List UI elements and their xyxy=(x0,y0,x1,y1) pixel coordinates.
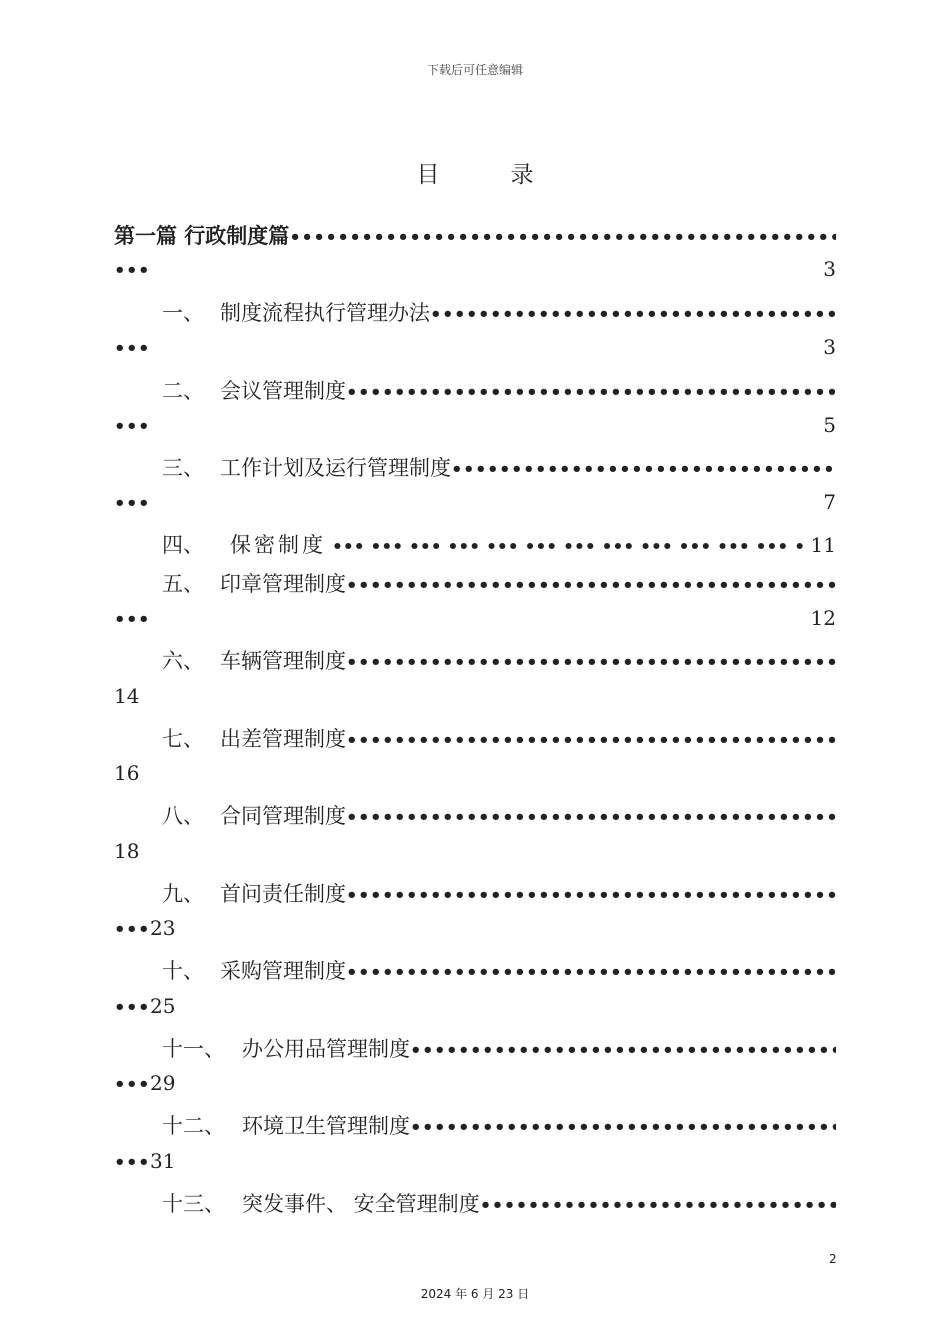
toc-title: 目 录 xyxy=(416,162,558,188)
toc-page-number: 5 xyxy=(823,413,836,437)
toc-item-label: 出差管理制度 xyxy=(220,727,346,751)
page-header: 下载后可任意编辑 xyxy=(426,63,523,77)
leader-dots xyxy=(410,1040,836,1061)
leader-dots: ••• xyxy=(114,260,151,281)
leader-dots xyxy=(430,304,836,325)
toc-continuation xyxy=(114,994,836,1024)
toc-item-label: 办公用品管理制度 xyxy=(242,1037,410,1061)
toc-item[interactable] xyxy=(162,723,836,753)
toc-page-number: 18 xyxy=(114,839,140,863)
leader-dots: ••• xyxy=(114,609,151,630)
leader-dots xyxy=(410,1117,836,1138)
toc-item-label: 印章管理制度 xyxy=(220,572,346,596)
toc-item[interactable] xyxy=(162,645,836,675)
toc-continuation xyxy=(114,1149,836,1179)
toc-item-number: 十二、 xyxy=(162,1114,225,1138)
toc-item-number: 九、 xyxy=(162,882,204,906)
toc-item-label: 合同管理制度 xyxy=(220,804,346,828)
leader-dots xyxy=(346,885,836,906)
toc-item[interactable] xyxy=(162,297,836,327)
toc-continuation xyxy=(114,761,836,791)
page-number: 2 xyxy=(829,1252,837,1266)
leader-dots xyxy=(289,227,836,248)
toc-page-number: 25 xyxy=(150,994,176,1018)
toc-page-number: 3 xyxy=(823,335,836,359)
toc-item-label: 会议管理制度 xyxy=(220,379,346,403)
toc-item-label: 突发事件、 安全管理制度 xyxy=(242,1192,480,1216)
leader-dots: ••• xyxy=(114,338,151,359)
toc-item-number: 十一、 xyxy=(162,1037,225,1061)
leader-dots xyxy=(346,730,836,751)
toc-continuation xyxy=(114,606,836,636)
toc-continuation xyxy=(114,335,836,365)
toc-item[interactable] xyxy=(162,955,836,985)
toc-item[interactable] xyxy=(162,568,836,598)
leader-dots: ••• xyxy=(114,919,151,940)
toc-item[interactable] xyxy=(162,878,836,908)
toc-continuation xyxy=(114,490,836,520)
toc-item[interactable] xyxy=(162,1110,836,1140)
toc-item-number: 五、 xyxy=(162,572,204,596)
toc-item[interactable] xyxy=(162,375,836,405)
toc-item[interactable] xyxy=(162,452,836,482)
toc-item-label: 工作计划及运行管理制度 xyxy=(220,456,451,480)
toc-item[interactable] xyxy=(162,1188,836,1218)
toc-item-number: 七、 xyxy=(162,727,204,751)
toc-part-label: 第一篇 行政制度篇 xyxy=(114,224,290,248)
leader-dots xyxy=(346,575,836,596)
toc-item-label: 制度流程执行管理办法 xyxy=(220,301,430,325)
toc-item-number: 十三、 xyxy=(162,1192,225,1216)
toc-item-label: 车辆管理制度 xyxy=(220,649,346,673)
toc-item-number: 六、 xyxy=(162,649,204,673)
toc-page-number: 29 xyxy=(150,1071,176,1095)
toc-page-number: 16 xyxy=(114,761,140,785)
toc-page-number: 23 xyxy=(150,916,176,940)
toc-continuation xyxy=(114,684,836,714)
toc-continuation xyxy=(114,1071,836,1101)
toc-item-label: 保密制度 xyxy=(230,533,326,557)
toc-item-number: 四、 xyxy=(162,533,204,557)
leader-dots: ••• xyxy=(114,416,151,437)
toc-item[interactable] xyxy=(162,529,836,559)
leader-dots: ••• xyxy=(114,1074,151,1095)
leader-dots xyxy=(332,537,807,557)
toc-continuation xyxy=(114,413,836,443)
leader-dots xyxy=(451,459,836,480)
toc-item[interactable] xyxy=(162,1033,836,1063)
toc-item-number: 十、 xyxy=(162,959,204,983)
toc-item-label: 环境卫生管理制度 xyxy=(242,1114,410,1138)
leader-dots xyxy=(346,962,836,983)
toc-page-number: 14 xyxy=(114,684,140,708)
toc-page-number: 7 xyxy=(823,490,836,514)
leader-dots: ••• xyxy=(114,1152,151,1173)
toc-item-number: 一、 xyxy=(162,301,204,325)
toc-item[interactable] xyxy=(162,800,836,830)
footer-date: 2024 年 6 月 23 日 xyxy=(420,1287,530,1301)
leader-dots: ••• xyxy=(114,997,151,1018)
toc-continuation xyxy=(114,839,836,869)
toc-page-number: 3 xyxy=(823,257,836,281)
toc-item-number: 三、 xyxy=(162,456,204,480)
leader-dots xyxy=(346,382,836,403)
toc-page-number: 31 xyxy=(150,1149,176,1173)
leader-dots xyxy=(480,1195,836,1216)
toc-page-number: 12 xyxy=(810,606,836,630)
leader-dots xyxy=(346,652,836,673)
leader-dots xyxy=(346,807,836,828)
toc-part-1[interactable] xyxy=(114,220,836,250)
toc-item-label: 采购管理制度 xyxy=(220,959,346,983)
toc-item-number: 二、 xyxy=(162,379,204,403)
toc-continuation xyxy=(114,916,836,946)
toc-page-number: 11 xyxy=(810,533,836,557)
leader-dots: ••• xyxy=(114,493,151,514)
toc-item-number: 八、 xyxy=(162,804,204,828)
toc-continuation xyxy=(114,257,836,287)
toc-item-label: 首问责任制度 xyxy=(220,882,346,906)
